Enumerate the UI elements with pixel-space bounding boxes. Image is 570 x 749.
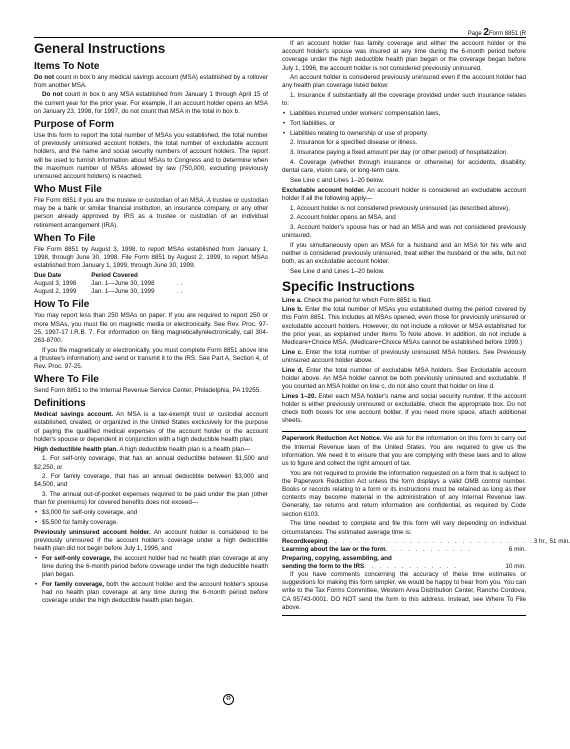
list-item: • Liabilities relating to ownership or use of property. bbox=[282, 130, 526, 138]
see-reference: See Line c and Lines 1–20 below. bbox=[290, 176, 385, 184]
purpose-text: Use this form to report the total number of MSAs you established, the total number of previously uninsured account holders, the total number of excludable account holders, and the name and social security numbers of account holders. The report will be used to furnish information about MSAs to Congress and to determine when the maximum number of MSAs allowed by law (750,000, excluding previously uninsured account holders) is reached. bbox=[34, 132, 268, 180]
where-to-file-text: Send Form 8851 to the Internal Revenue Service Center, Philadelphia, PA 19255. bbox=[34, 387, 262, 395]
left-column bbox=[34, 40, 268, 607]
list-item: • For family coverage, both the account holder and the account holder's spouse had no health plan coverage at any time during the 6-month period before coverage under the high deductible health plan began. bbox=[34, 581, 268, 606]
how-to-file-p1: You may report less than 250 MSAs on paper. If you are required to report 250 or more MSAs, you must file on magnetic media or electronically. See Rev. Proc. 97-25, 1997-17 I.R.B. 7. For information on filing magnetically/electronically, call 304-263-8700. bbox=[34, 312, 268, 344]
line-c-text: Line c. Enter the total number of previously uninsured MSA holders. See Previously uninsured account holder above. bbox=[282, 348, 527, 364]
previously-uninsured-definition: Previously uninsured account holder. An account holder is considered to be previously uninsured if the account holder's coverage under a high deductible health plan did not begin before July 1, 1996, and bbox=[34, 528, 269, 553]
see-reference: See Line d and Lines 1–20 below. bbox=[290, 268, 385, 276]
page-label: Page bbox=[467, 31, 482, 37]
items-to-note-heading: Items To Note bbox=[34, 60, 100, 72]
recycle-seal-icon: ♻ bbox=[223, 694, 234, 705]
list-item: 1. Insurance if substantially all the coverage provided under such insurance relates to: bbox=[282, 92, 526, 108]
pra-p3: The time needed to complete and file this form will vary depending on individual circumstances. The estimated average time is: bbox=[282, 520, 526, 536]
list-item: 3. Insurance paying a fixed amount per day (or other period) of hospitalization. bbox=[290, 149, 509, 157]
list-item: • Liabilities incurred under workers' compensation laws, bbox=[282, 110, 526, 118]
excludable-definition: Excludable account holder. An account holder is considered an excludable account holder if all the following apply— bbox=[282, 186, 526, 202]
specific-instructions-title: Specific Instructions bbox=[282, 278, 415, 294]
purpose-heading: Purpose of Form bbox=[34, 119, 115, 130]
table-row: August 3, 1998 Jan. 1—June 30, 1998 . . bbox=[34, 280, 183, 287]
husband-wife-text: If you simultaneously open an MSA for a husband and an MSA for his wife and neither is considered previously uninsured, treat either the husband or the wife, but not both, as an excludable account holder. bbox=[282, 242, 526, 266]
page-number: 2 bbox=[483, 27, 489, 38]
time-row: Recordkeeping . . . . . . . . . . . . . . . . . . . . . . . . . . . . 3 hr., 51 min. bbox=[282, 538, 570, 546]
items-note-p2: Do not count in box b any MSA established from January 1 through April 15 of the current year for the prior year. For example, if an account holder opens an MSA on January 23, 1998, for 1997, do not count that MSA in the total in box b. bbox=[34, 91, 268, 115]
who-must-file-heading: Who Must File bbox=[34, 184, 102, 196]
table-row: August 2, 1999 Jan. 1—June 30, 1999 . . bbox=[34, 288, 183, 296]
due-date-head: Due Date bbox=[34, 271, 62, 279]
list-item: 2. Account holder opens an MSA, and bbox=[290, 214, 396, 222]
list-item: • Tort liabilities, or bbox=[282, 120, 526, 128]
where-to-file-heading: Where To File bbox=[34, 374, 99, 386]
list-item: 3. Account holder's spouse has or had an MSA and was not considered previously uninsured. bbox=[282, 224, 526, 240]
time-row: Preparing, copying, assembling, and bbox=[282, 554, 392, 562]
list-item: 3. The annual out-of-pocket expenses required to be paid under the plan (other than for premiums) for covered benefits does not exceed— bbox=[34, 491, 268, 507]
list-item: • $3,000 for self-only coverage, and bbox=[34, 509, 268, 517]
line-d-text: Line d. Enter the total number of excludable MSA holders. See Excludable account holder above. An MSA holder cannot be both previously uninsured and excludable. If you counted an MSA holder on line c, do not also count that holder on line d. bbox=[282, 366, 526, 391]
items-note-p1: Do not count in box b any medical savings account (MSA) established by a rollover from another MSA. bbox=[34, 73, 269, 89]
list-item: 1. For self-only coverage, that has an annual deductible between $1,500 and $2,250, or bbox=[34, 455, 268, 471]
period-head: Period Covered bbox=[91, 271, 138, 279]
time-row: sending the form to the IRS . . . . . . . . . . . . . 10 min. bbox=[282, 562, 526, 570]
general-instructions-title: General Instructions bbox=[34, 41, 166, 56]
pra-p2: You are not required to provide the information requested on a form that is subject to the Paperwork Reduction Act unless the form displays a valid OMB control number. Books or records relating to a form or its instructions must be retained as long as their contents may become material in the administration of any Internal Revenue law. Generally, tax returns and return information are confidential, as required by Code section 6103. bbox=[282, 469, 526, 518]
when-to-file-text: File Form 8851 by August 3, 1998, to report MSAs established from January 1, 1998, through June 30, 1998. File Form 8851 by August 2, 1999, to report MSAs established from January 1, 1999, through June 30, 1999. bbox=[34, 245, 268, 270]
line-a-text: Line a. Check the period for which Form 8851 is filed. bbox=[282, 296, 432, 304]
pra-p4: If you have comments concerning the accuracy of these time estimates or suggestions for making this form simpler, we would be happy to hear from you. You can write to the Tax Forms Committee, Western Area Distribution Center, Rancho Cordova, CA 95743-0001. DO NOT send the form to this address. Instead, see Where To File above. bbox=[282, 571, 526, 611]
list-item: 2. For family coverage, that has an annual deductible between $3,000 and $4,500, and bbox=[34, 473, 268, 489]
form-ref: Form 8851 (R bbox=[488, 31, 526, 37]
how-to-file-heading: How To File bbox=[34, 299, 90, 311]
list-item: 1. Account holder is not considered previously uninsured (as described above), bbox=[290, 204, 510, 212]
pra-p1: Paperwork Reduction Act Notice. We ask for the information on this form to carry out the Internal Revenue laws of the United States. You are required to give us the information. We need it to ensure that you are complying with these laws and to allow us to figure and collect the right amount of tax. bbox=[282, 435, 526, 467]
top-rule bbox=[34, 37, 526, 38]
lines-1-20-text: Lines 1–20. Enter each MSA holder's name and social security number. If the account holder is either previously uninsured or excludable, check the appropriate box. Do not check both boxes for one account holder. If you need more space, attach additional sheets. bbox=[282, 392, 526, 425]
list-item: 2. Insurance for a specified disease or illness. bbox=[290, 139, 418, 147]
definitions-heading: Definitions bbox=[34, 398, 86, 410]
list-item: • $5,500 for family coverage. bbox=[34, 519, 268, 527]
when-to-file-heading: When To File bbox=[34, 232, 96, 244]
hdhp-definition: High deductible health plan. A high deductible health plan is a health plan— bbox=[34, 445, 251, 453]
paperwork-notice-box bbox=[282, 431, 570, 616]
time-row: Learning about the law or the form . . . . . . . . . . . . 6 min. bbox=[282, 546, 526, 554]
msa-definition: Medical savings account. An MSA is a tax-exempt trust or custodial account established, created, or organized in the United States exclusively for the purpose of paying the qualified medical expenses of the account holder or the account holder's spouse or dependent in conjunction with a high deductible health plan. bbox=[34, 411, 268, 443]
list-item: 4. Coverage (whether through insurance or otherwise) for accidents, disability, dental care, vision care, or long-term care. bbox=[282, 158, 526, 175]
family-coverage-text: If an account holder has family coverage and either the account holder or the account holder's spouse was insured at any time during the 6-month period before coverage under the high deductible health plan began or the coverage began before July 1, 1996, the account holder is not considered previously uninsured. bbox=[282, 40, 526, 72]
how-to-file-p2: If you file magnetically or electronically, you must complete Form 8851 above line a (trustee's information) and send or transmit it to the IRS. See Part A, Section 4, of Rev. Proc. 97-25. bbox=[34, 346, 268, 370]
due-date-table bbox=[34, 272, 184, 297]
coverage-list-intro: An account holder is considered previously uninsured even if the account holder had any health plan coverage listed below: bbox=[282, 74, 526, 90]
line-b-text: Line b. Enter the total number of MSAs you established during the period covered by this Form 8851. This includes all MSAs opened, even those for previously uninsured or excludable account holders. However, do not include a rollover or MSA established for the prior year, as explained under Items To Note above. In addition, do not include a Medicare+Choice MSA. (Medicare+Choice MSAs cannot be established before 1999.) bbox=[282, 306, 527, 346]
right-column bbox=[282, 40, 570, 616]
list-item: • For self-only coverage, the account holder had no health plan coverage at any time during the 6-month period before coverage under the high deductible health plan began. bbox=[34, 555, 268, 580]
who-must-file-text: File Form 8851 if you are the trustee or custodian of an MSA. A trustee or custodian may be a bank or similar financial institution, an insurance company, or any other person already approved by IRS as a trustee or custodian of an individual retirement arrangement (IRA). bbox=[34, 197, 268, 229]
